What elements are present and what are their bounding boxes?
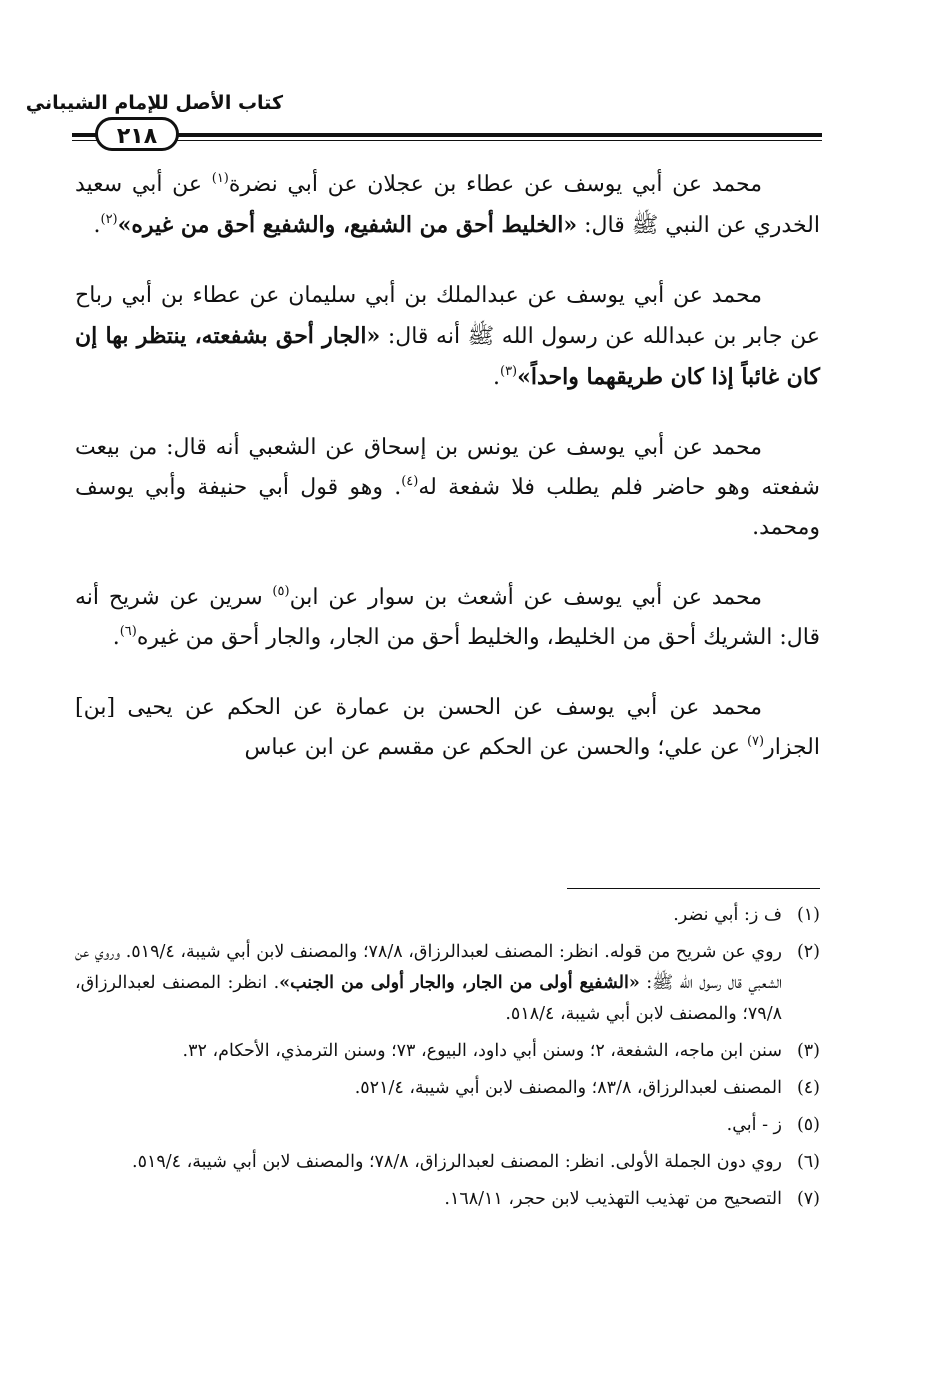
footnote-ref[interactable]: (٢) — [100, 212, 118, 227]
footnote-4 — [75, 1073, 820, 1104]
paragraph-2: محمد عن أبي يوسف عن عبدالملك بن أبي سليمان عن عطاء بن أبي رباح عن جابر بن عبدالله عن رسول الله ﷺ أنه قال: «الجار أحق بشفعته، ينتظر بها إن كان غائباً إذا كان طريقهما واحداً»$^{(٣)}$. — [75, 283, 820, 390]
footnote-text: روي عن شريح من قوله. انظر: المصنف لعبدالرزاق، ٧٨/٨؛ والمصنف لابن أبي شيبة، ٥١٩/٤. وروي عن الشعبي قال رسول الله ﷺ: «الشفيع أولى من الجار، والجار أولى من الجنب». انظر: المصنف لعبدالرزاق، ٧٩/٨؛ والمصنف لابن أبي شيبة، ٥١٨/٤. — [75, 942, 782, 1024]
footnote-text: المصنف لعبدالرزاق، ٨٣/٨؛ والمصنف لابن أبي شيبة، ٥٢١/٤. — [354, 1078, 782, 1098]
footnote-number: (٦) — [796, 1152, 820, 1172]
footnote-number: (٧) — [796, 1189, 820, 1209]
footnote-ref[interactable]: (٤) — [401, 474, 419, 489]
paragraph-3: محمد عن أبي يوسف عن يونس بن إسحاق عن الشعبي أنه قال: من بيعت شفعته وهو حاضر فلم يطلب فلا شفعة له$^{(٤)}$. وهو قول أبي حنيفة وأبي يوسف ومحمد. — [75, 435, 820, 540]
footnote-3 — [75, 1036, 820, 1067]
footnote-text: ز - أبي. — [726, 1115, 782, 1135]
paragraph-5: محمد عن أبي يوسف عن الحسن بن عمارة عن الحكم عن يحيى [بن] الجزار$^{(٧)}$ عن علي؛ والحسن عن الحكم عن مقسم عن ابن عباس — [75, 695, 820, 760]
footnote-separator — [567, 888, 820, 889]
footnote-5 — [75, 1110, 820, 1141]
hadith-quote: «الخليط أحق من الشفيع، والشفيع أحق من غيره» — [117, 212, 578, 238]
footnote-7 — [75, 1184, 820, 1215]
page-number-badge: ٢١٨ — [95, 117, 179, 151]
footnote-ref[interactable]: (٦) — [119, 624, 137, 639]
header-rule-thick — [72, 133, 822, 137]
paragraph-4: محمد عن أبي يوسف عن أشعث بن سوار عن ابن$^{(٥)}$ سرين عن شريح أنه قال: الشريك أحق من الخليط، والخليط أحق من الجار، والجار أحق من غيره$^{(٦)}$. — [75, 584, 820, 650]
footnote-ref[interactable]: (٧) — [746, 734, 765, 749]
footnote-number: (٥) — [796, 1115, 820, 1135]
footnote-2 — [75, 937, 820, 1030]
footnote-ref[interactable]: (٣) — [499, 364, 518, 379]
footnote-number: (٣) — [796, 1041, 820, 1061]
footnote-number: (١) — [796, 905, 820, 925]
paragraph-1: محمد عن أبي يوسف عن عطاء بن عجلان عن أبي نضرة$^{(١)}$ عن أبي سعيد الخدري عن النبي ﷺ قال: «الخليط أحق من الشفيع، والشفيع أحق من غيره»$^{(٢)}$. — [75, 171, 820, 238]
footnote-text: ف ز: أبي نضر. — [673, 905, 782, 925]
footnote-6 — [75, 1147, 820, 1178]
footnotes — [75, 900, 820, 1221]
header-rule-thin — [72, 140, 822, 141]
running-header-title: كتاب الأصل للإمام الشيباني — [25, 92, 283, 114]
main-text — [75, 165, 820, 798]
footnote-number: (٢) — [796, 942, 820, 962]
footnote-number: (٤) — [796, 1078, 820, 1098]
footnote-text: روي دون الجملة الأولى. انظر: المصنف لعبدالرزاق، ٧٨/٨؛ والمصنف لابن أبي شيبة، ٥١٩/٤. — [131, 1152, 782, 1172]
footnote-1 — [75, 900, 820, 931]
hadith-quote: «الجار أحق بشفعته، ينتظر بها إن كان غائباً إذا كان طريقهما واحداً» — [75, 323, 820, 390]
footnote-ref[interactable]: (٥) — [272, 584, 290, 599]
footnote-text: سنن ابن ماجه، الشفعة، ٢؛ وسنن أبي داود، البيوع، ٧٣؛ وسنن الترمذي، الأحكام، ٣٢. — [182, 1041, 782, 1061]
footnote-text: التصحيح من تهذيب التهذيب لابن حجر، ١٦٨/١١. — [444, 1189, 782, 1209]
footnote-ref[interactable]: (١) — [211, 171, 229, 186]
